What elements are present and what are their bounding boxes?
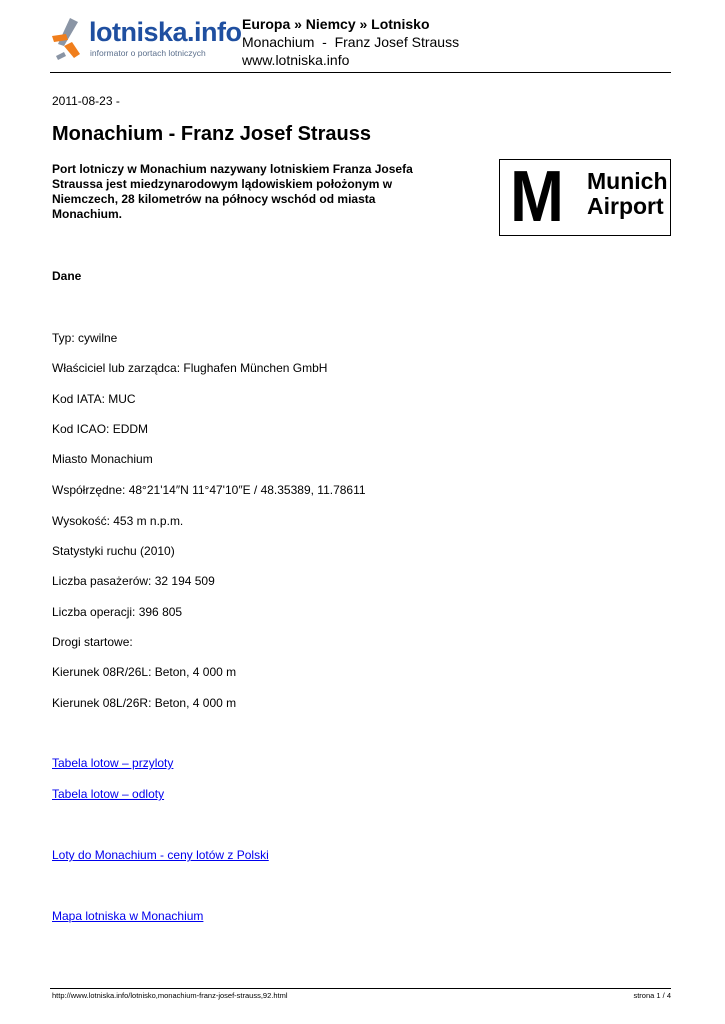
page-title: Monachium - Franz Josef Strauss	[52, 123, 371, 145]
header-divider	[50, 72, 671, 73]
site-logo[interactable]	[50, 14, 242, 64]
link-arrivals[interactable]: Tabela lotow – przyloty	[52, 756, 174, 770]
field-operations: Liczba operacji: 396 805	[52, 605, 183, 619]
breadcrumb: Europa » Niemcy » Lotnisko	[242, 16, 430, 32]
section-title-dane: Dane	[52, 269, 82, 283]
field-coordinates: Współrzędne: 48°21'14″N 11°47'10″E / 48.35389, 11.78611	[52, 483, 366, 497]
footer-divider	[50, 988, 671, 989]
airport-logo-letter: M	[510, 157, 564, 237]
header-subtitle: Monachium - Franz Josef Strauss	[242, 34, 460, 50]
airport-logo-line1: Munich	[587, 168, 668, 194]
link-departures[interactable]: Tabela lotow – odloty	[52, 787, 165, 801]
airport-logo-name	[587, 169, 668, 219]
page-header	[242, 15, 459, 69]
field-owner: Właściciel lub zarządca: Flughafen München GmbH	[52, 361, 328, 375]
footer-page-number: strona 1 / 4	[633, 991, 671, 1000]
field-city: Miasto Monachium	[52, 452, 153, 466]
link-flight-prices[interactable]: Loty do Monachium - ceny lotów z Polski	[52, 848, 269, 862]
footer-url: http://www.lotniska.info/lotnisko,monachium-franz-josef-strauss,92.html	[52, 991, 288, 1000]
airport-logo-line2: Airport	[587, 193, 664, 219]
airplane-logo-icon	[50, 16, 86, 62]
field-elevation: Wysokość: 453 m n.p.m.	[52, 514, 184, 528]
article-lead: Port lotniczy w Monachium nazywany lotniskiem Franza Josefa Straussa jest miedzynarodowym lądowiskiem położonym w Niemczech, 28 kilometrów na północy wschód od miasta Monachium.	[52, 162, 413, 221]
logo-tagline: informator o portach lotniczych	[90, 48, 206, 58]
field-iata: Kod IATA: MUC	[52, 392, 136, 406]
link-airport-map[interactable]: Mapa lotniska w Monachium	[52, 909, 204, 923]
logo-text: lotniska.info	[89, 17, 242, 47]
article-date: 2011-08-23 -	[52, 94, 120, 108]
munich-airport-logo	[499, 159, 671, 236]
field-runway-2: Kierunek 08L/26R: Beton, 4 000 m	[52, 696, 237, 710]
field-type: Typ: cywilne	[52, 331, 118, 345]
field-runways: Drogi startowe:	[52, 635, 133, 649]
field-traffic-stats: Statystyki ruchu (2010)	[52, 544, 175, 558]
field-passengers: Liczba pasażerów: 32 194 509	[52, 574, 215, 588]
field-icao: Kod ICAO: EDDM	[52, 422, 149, 436]
header-site-url: www.lotniska.info	[242, 52, 350, 68]
field-runway-1: Kierunek 08R/26L: Beton, 4 000 m	[52, 665, 237, 679]
